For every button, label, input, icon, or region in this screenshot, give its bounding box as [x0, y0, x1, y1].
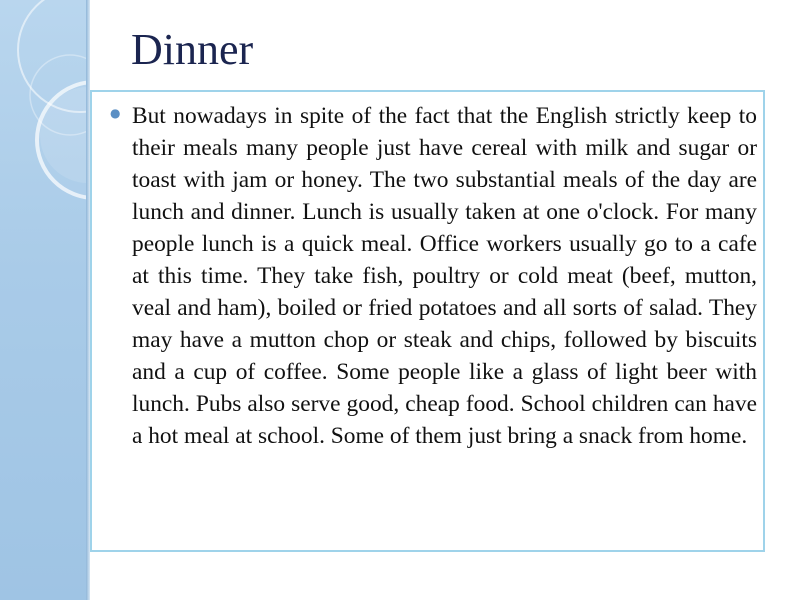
content-box	[90, 90, 765, 552]
body-paragraph: But nowadays in spite of the fact that the English strictly keep to their meals many people just have cereal with milk and sugar or toast with jam or honey. The two substantial meals of the day are lunch and dinner. Lunch is usually taken at one o'clock. For many people lunch is a quick meal. Office workers usually go to a cafe at this time. They take fish, poultry or cold meat (beef, mutton, veal and ham), boiled or fried potatoes and all sorts of salad. They may have a mutton chop or steak and chips, followed by biscuits and a cup of coffee. Some people like a glass of light beer with lunch. Pubs also serve good, cheap food. School children can have a hot meal at school. Some of them just bring a snack from home.	[132, 103, 757, 449]
bullet-dot-icon: ●	[110, 106, 121, 120]
decorative-side-band	[0, 0, 88, 600]
decorative-circles	[0, 0, 88, 600]
slide-title: Dinner	[131, 25, 254, 74]
